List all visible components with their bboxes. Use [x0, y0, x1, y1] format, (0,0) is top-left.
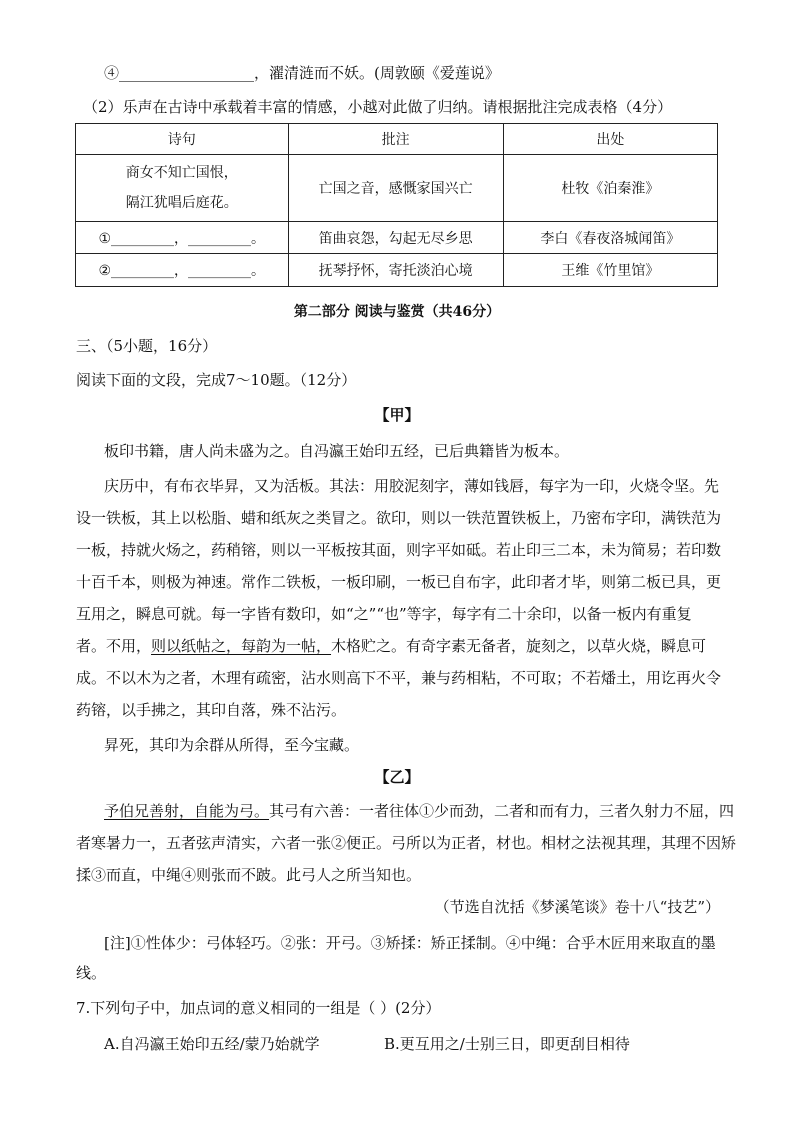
jia-paragraph-3: 昇死，其印为余群从所得，至今宝藏。	[104, 736, 360, 754]
part2-title: 第二部分 阅读与鉴赏（共46分）	[293, 304, 501, 320]
verse-cell-blank: ①_________，_________。	[76, 222, 289, 254]
verse-cell	[76, 155, 289, 222]
verse-cell-blank: ②_________，_________。	[76, 254, 289, 287]
table-row	[76, 155, 718, 222]
jia-line: 一板，持就火炀之，药稍镕，则以一平板按其面，则字平如砥。若止印三二本，未为简易；若印数	[76, 541, 722, 559]
passage-yi-title: 【乙】	[374, 768, 420, 786]
header-source: 出处	[503, 124, 717, 155]
source-note: （节选自沈括《梦溪笔谈》卷十八“技艺”）	[434, 898, 720, 916]
note-cell: 抚琴抒怀，寄托淡泊心境	[288, 254, 503, 287]
passage-jia-title: 【甲】	[374, 406, 420, 424]
verse-line: 隔江犹唱后庭花。	[125, 195, 238, 211]
yi-line: 揉③而直，中绳④则张而不跛。此弓人之所当知也。	[76, 866, 422, 884]
source-cell: 王维《竹里馆》	[503, 254, 717, 287]
jia-line: 十百千本，则极为神速。常作二铁板，一板印刷，一板已自布字，此印者才毕，则第二板已具，更	[76, 573, 722, 591]
verse-line: 商女不知亡国恨，	[125, 165, 238, 181]
table-row	[76, 222, 718, 254]
question-2-prompt: （2）乐声在古诗中承载着丰富的情感，小越对此做了归纳。请根据批注完成表格（4分）	[83, 98, 673, 116]
table-row	[76, 254, 718, 287]
fill-line-4: ④__________________，濯清涟而不妖。(周敦颐《爱莲说》	[104, 64, 500, 82]
underlined-sentence: 予伯兄善射，自能为弓。	[104, 802, 270, 820]
underlined-sentence: 则以纸帖之，每韵为一帖，	[151, 637, 332, 655]
jia-line-start: 者。不用，	[76, 637, 152, 655]
header-note: 批注	[288, 124, 503, 155]
note-cell: 亡国之音，感慨家国兴亡	[288, 155, 503, 222]
header-verse: 诗句	[76, 124, 289, 155]
reading-instruction: 阅读下面的文段，完成7～10题。（12分）	[76, 371, 357, 389]
poem-table	[75, 123, 718, 287]
jia-line-end: 木格贮之。有奇字素无备者，旋刻之，以草火烧，瞬息可	[331, 637, 707, 655]
yi-line: 者寒暑力一，五者弦声清实，六者一张②便正。弓所以为正者，材也。相材之法视其理，其理不因矫	[76, 834, 737, 852]
note-cell: 笛曲哀怨，勾起无尽乡思	[288, 222, 503, 254]
annotation-line: [注]①性体少：弓体轻巧。②张：开弓。③矫揉：矫正揉制。④中绳：合乎木匠用来取直的墨	[104, 934, 716, 952]
option-b: B.更互用之/士别三日，即更刮目相待	[384, 1035, 630, 1053]
source-cell: 杜牧《泊秦淮》	[503, 155, 717, 222]
yi-line	[104, 800, 734, 821]
jia-line: 庆历中，有布衣毕昇，又为活板。其法：用胶泥刻字，薄如钱唇，每字为一印，火烧令坚。先	[104, 477, 720, 495]
source-cell: 李白《春夜洛城闻笛》	[503, 222, 717, 254]
jia-line: 设一铁板，其上以松脂、蜡和纸灰之类冒之。欲印，则以一铁范置铁板上，乃密布字印，满铁范为	[76, 509, 722, 527]
section-3-heading: 三、（5小题，16分）	[76, 337, 218, 355]
jia-line	[76, 635, 706, 656]
option-a: A.自冯瀛王始印五经/蒙乃始就学	[104, 1035, 320, 1053]
annotation-line: 线。	[76, 964, 107, 982]
yi-line-rest: 其弓有六善：一者往体①少而劲，二者和而有力，三者久射力不屈，四	[269, 802, 735, 820]
table-header-row	[76, 124, 718, 155]
jia-line: 成。不以木为之者，木理有疏密，沾水则高下不平，兼与药相粘，不可取；不若燔土，用讫再火令	[76, 669, 722, 687]
jia-line: 互用之，瞬息可就。每一字皆有数印，如“之”“也”等字，每字有二十余印，以备一板内有重复	[76, 605, 692, 623]
question-7: 7.下列句子中，加点词的意义相同的一组是（ ）(2分）	[76, 999, 441, 1017]
jia-line: 药镕，以手拂之，其印自落，殊不沾污。	[76, 701, 347, 719]
jia-paragraph-1: 板印书籍，唐人尚未盛为之。自冯瀛王始印五经，已后典籍皆为板本。	[104, 442, 570, 460]
